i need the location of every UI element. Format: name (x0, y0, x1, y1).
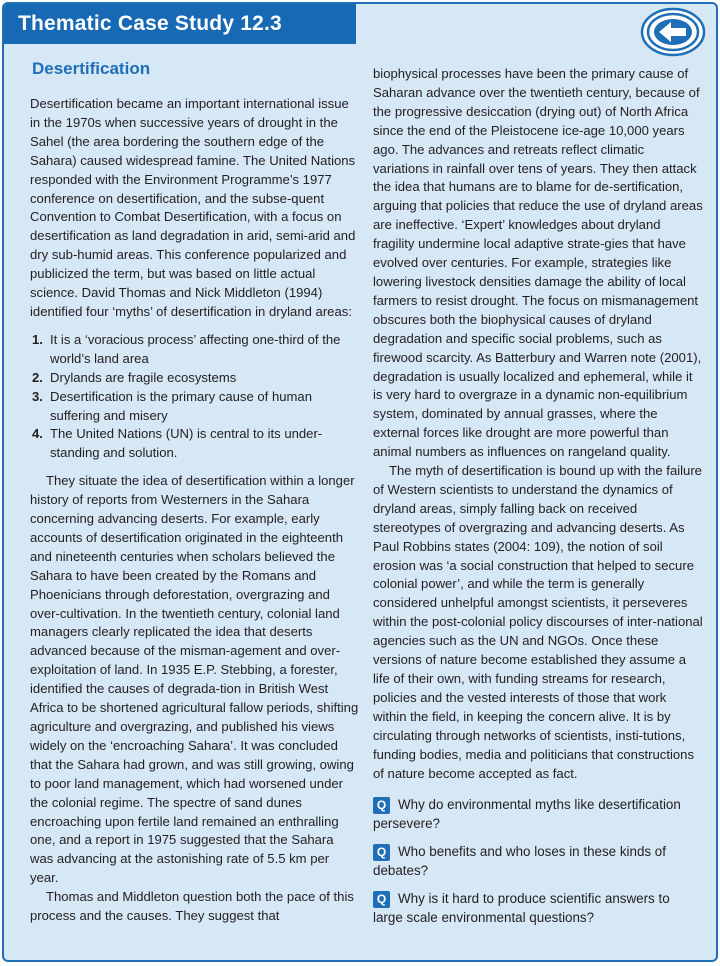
right-column (373, 65, 703, 936)
questions-section (373, 795, 703, 927)
question-item (373, 842, 703, 880)
list-number: 1. (32, 331, 43, 347)
question-text: Why do environmental myths like desertification persevere? (373, 797, 681, 832)
myths-list (30, 331, 360, 463)
question-icon: Q (373, 891, 390, 908)
list-text: Desertification is the primary cause of human suffering and misery (50, 388, 312, 423)
list-text: It is a ‘voracious process’ affecting one-third of the world’s land area (50, 331, 341, 366)
case-study-title: Thematic Case Study 12.3 (4, 4, 356, 44)
list-number: 3. (32, 388, 43, 404)
list-item (30, 369, 360, 388)
list-item (30, 425, 360, 463)
list-item (30, 331, 360, 369)
question-icon: Q (373, 797, 390, 814)
list-number: 2. (32, 369, 43, 385)
question-text: Who benefits and who loses in these kinds of debates? (373, 844, 666, 879)
question-pace-paragraph: Thomas and Middleton question both the pace of this process and the causes. They suggest that (30, 889, 354, 924)
back-arrow-icon[interactable] (640, 7, 706, 57)
left-column (30, 58, 360, 926)
section-heading: Desertification (32, 59, 151, 78)
history-paragraph: They situate the idea of desertification within a longer history of reports from Westerners in the Sahara concerning advancing deserts. For example, early accounts of desertification originated in the eighteenth and nineteenth centuries when scholars believed the Sahara to have been created by the Romans and Phoenicians through deforestation, overgrazing and over-cultivation. In the twentieth century, colonial land managers clearly replicated the idea that deserts advanced because of the misman-agement and over-exploitation of land. In 1935 E.P. Stebbing, a forester, identified the causes of degrada-tion in British West Africa to be shortened agricultural fallow periods, shifting agriculture and overgrazing, and published his views widely on the ‘encroaching Sahara’. It was concluded that the Sahara had grown, and was still growing, owing to poor land management, which had worsened under the colonial regime. The spectre of sand dunes encroaching upon fertile land remained an enthralling one, and a report in 1975 suggested that the Sahara was advancing at the astonishing rate of 5.5 km per year. (30, 473, 359, 886)
intro-paragraph: Desertification became an important international issue in the 1970s when successive years of drought in the Sahel (the area bordering the southern edge of the Sahara) caused widespread famine. The United Nations responded with the Environment Programme’s 1977 conference on desertification, and the subse-quent Convention to Combat Desertification, with a focus on desertification as land degradation in arid, semi-arid and dry sub-humid areas. This conference popularized and publicized the term, but was based on little actual science. David Thomas and Nick Middleton (1994) identified four ‘myths’ of desertification in dryland areas: (30, 96, 356, 319)
list-text: The United Nations (UN) is central to its under-standing and solution. (50, 426, 323, 461)
list-number: 4. (32, 426, 43, 442)
biophysical-paragraph: biophysical processes have been the primary cause of Saharan advance over the twentieth century, because of the progressive desiccation (drying out) of North Africa since the end of the Pleistocene ice-age 10,000 years ago. The advances and retreats reflect climatic variations in rainfall over tens of years. They then attack the idea that humans are to blame for de-sertification, arguing that policies that reduce the use of dryland areas are ineffective. ‘Expert’ knowledges about dryland fragility undermine local adaptive strate-gies that have evolved over centuries. For example, strategies like lowering livestock densities damage the ability of local farmers to resist drought. The focus on mismanagement obscures both the biophysical causes of dryland degradation and specific social problems, such as firewood scarcity. As Batterbury and Warren note (2001), degradation is usually localized and ephemeral, while it is very hard to overgraze in a dynamic non-equilibrium system, dominated by annual grasses, where the external forces like drought are more powerful than animal numbers as influences on rangeland quality. (373, 66, 703, 460)
case-study-page (2, 2, 718, 962)
question-text: Why is it hard to produce scientific answers to large scale environmental questions? (373, 891, 670, 926)
question-item (373, 795, 703, 833)
list-item (30, 388, 360, 426)
myth-paragraph: The myth of desertification is bound up with the failure of Western scientists to understand the dynamics of dryland areas, simply falling back on received stereotypes of overgrazing and advancing deserts. As Paul Robbins states (2004: 109), the notion of soil erosion was ‘a social construction that helped to secure colonial power’, and while the term is generally considered unhelpful amongst scientists, it perseveres within the post-colonial policy discourses of inter-national agencies such as the UN and NGOs. Once these versions of nature become established they assume a life of their own, with funding streams for research, policies and the vested interests of those that work within the field, in keeping the concern alive. It is by circulating through networks of scientists, insti-tutions, funding bodies, media and politicians that constructions of nature become accepted as fact. (373, 463, 703, 781)
question-icon: Q (373, 844, 390, 861)
list-text: Drylands are fragile ecosystems (50, 369, 237, 385)
question-item (373, 889, 703, 927)
